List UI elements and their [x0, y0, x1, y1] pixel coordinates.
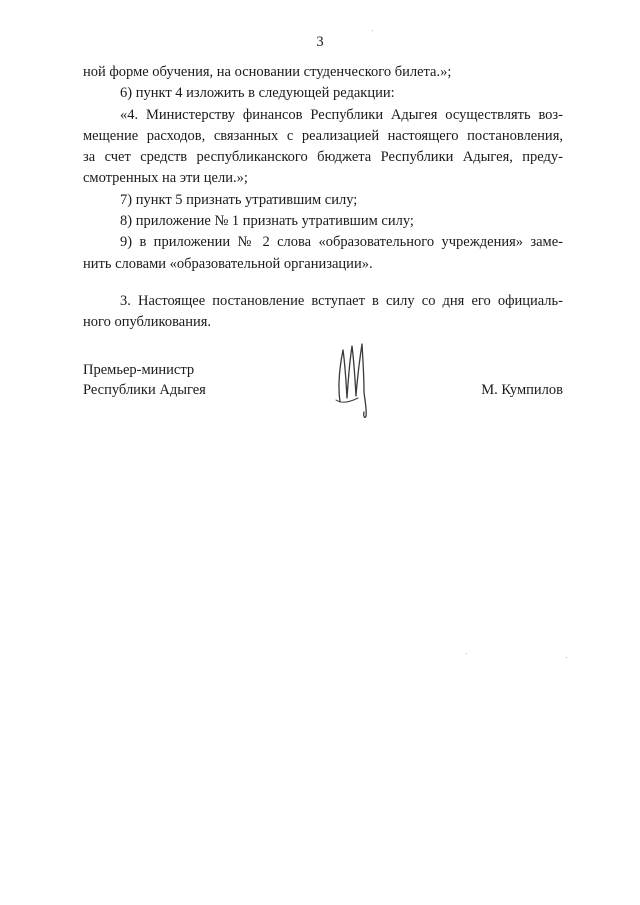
body-line: нить словами «образовательной организации».: [83, 255, 373, 272]
signature-block: [83, 360, 563, 420]
scan-speck: [566, 657, 567, 658]
body-line: ной форме обучения, на основании студенческого билета.»;: [83, 64, 452, 80]
document-body: [83, 62, 563, 334]
body-line: за счет средств республиканского бюджета Республики Адыгея, преду-: [83, 149, 563, 166]
body-line: 8) приложение № 1 признать утратившим силу;: [120, 213, 414, 230]
signer-position: [83, 360, 206, 400]
body-line: 7) пункт 5 признать утратившим силу;: [120, 191, 358, 208]
handwritten-signature: [330, 340, 380, 420]
signer-position-line: Премьер-министр: [83, 362, 195, 378]
body-line: 9) в приложении № 2 слова «образовательного учреждения» заме-: [120, 234, 563, 251]
signer-name: М. Кумпилов: [481, 382, 563, 398]
body-line: «4. Министерству финансов Республики Адыгея осуществлять воз-: [120, 106, 563, 123]
body-line: 6) пункт 4 изложить в следующей редакции:: [120, 85, 395, 102]
body-line: 3. Настоящее постановление вступает в силу со дня его официаль-: [120, 292, 563, 309]
scan-speck: [372, 30, 373, 31]
body-line: смотренных на эти цели.»;: [83, 170, 248, 187]
signer-position-line: Республики Адыгея: [83, 382, 206, 398]
body-line: ного опубликования.: [83, 314, 212, 331]
scan-speck: [466, 653, 467, 654]
body-line: мещение расходов, связанных с реализацией настоящего постановления,: [83, 127, 563, 144]
paragraph-gap: [83, 275, 563, 291]
page-number: 3: [316, 34, 324, 50]
